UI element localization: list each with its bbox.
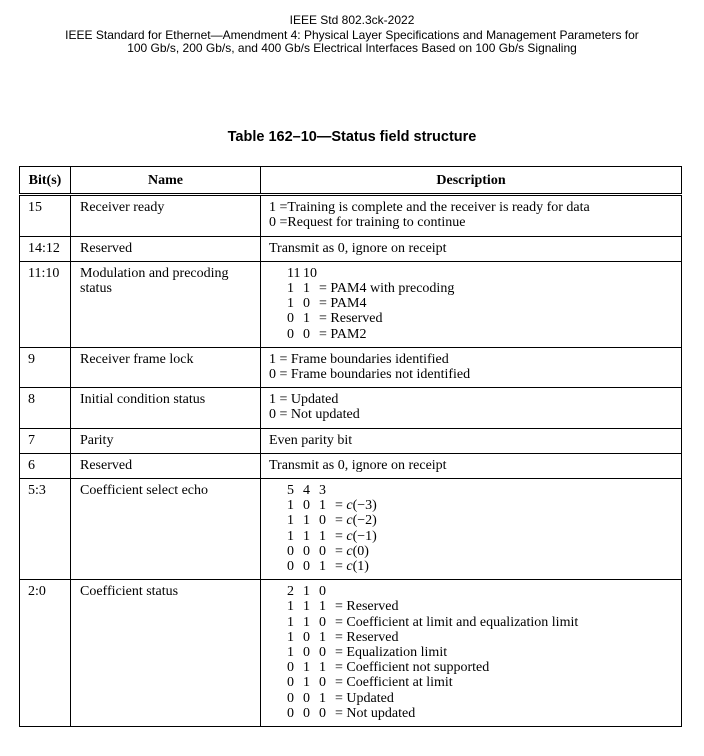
coefficient-symbol: c <box>346 513 353 529</box>
bit-value: 0 <box>303 645 310 661</box>
description-line: 1 = Frame boundaries identified <box>269 351 449 367</box>
bit-encoding-meaning: = c(−2) <box>335 513 377 529</box>
table-header-row <box>20 167 682 195</box>
bit-position-label: 0 <box>319 584 326 600</box>
cell-name: Receiver ready <box>71 195 261 236</box>
bit-encoding-row <box>287 559 675 574</box>
table-row <box>20 236 682 261</box>
bit-value: 0 <box>319 513 326 529</box>
description-line: 0 =Request for training to continue <box>269 215 466 231</box>
description-line: 1 = Updated <box>269 392 339 408</box>
bit-encoding-header <box>287 483 675 498</box>
cell-description <box>261 195 682 236</box>
bit-position-label: 1 <box>303 584 310 600</box>
bit-value: 0 <box>287 311 294 327</box>
bit-value: 0 <box>303 559 310 575</box>
table-caption: Table 162–10—Status field structure <box>227 129 477 145</box>
cell-description <box>261 236 682 261</box>
table-row <box>20 195 682 236</box>
bit-encoding-meaning: = PAM4 with precoding <box>319 281 455 297</box>
bit-position-label: 4 <box>303 483 310 499</box>
bit-value: 0 <box>319 675 326 691</box>
status-field-table <box>19 166 682 727</box>
bit-position-label: 10 <box>303 265 317 281</box>
bit-encoding-row <box>287 281 675 296</box>
bit-value: 0 <box>319 645 326 661</box>
bit-value: 1 <box>287 296 294 312</box>
bit-value: 1 <box>319 660 326 676</box>
bit-encoding-meaning: = c(−1) <box>335 528 377 544</box>
bit-value: 1 <box>303 513 310 529</box>
bit-encoding-meaning: = Reserved <box>335 629 399 645</box>
bit-value: 1 <box>319 690 326 706</box>
column-header-bits: Bit(s) <box>20 167 71 195</box>
cell-description <box>261 428 682 453</box>
bit-value: 0 <box>287 705 294 721</box>
description-line: 0 = Not updated <box>269 407 360 423</box>
bit-encoding-row <box>287 327 675 342</box>
coefficient-symbol: c <box>346 528 353 544</box>
cell-bits: 2:0 <box>20 580 71 727</box>
table-row <box>20 479 682 580</box>
bit-encoding-list <box>269 584 675 721</box>
cell-description <box>261 261 682 347</box>
bit-position-label: 3 <box>319 483 326 499</box>
bit-encoding-header <box>287 584 675 599</box>
cell-name: Reserved <box>71 453 261 478</box>
cell-bits: 6 <box>20 453 71 478</box>
description-line: 1 =Training is complete and the receiver is ready for data <box>269 200 590 216</box>
bit-value: 1 <box>287 614 294 630</box>
bit-encoding-row <box>287 529 675 544</box>
bit-value: 0 <box>303 690 310 706</box>
bit-value: 1 <box>319 528 326 544</box>
bit-encoding-list <box>269 483 675 574</box>
cell-bits: 8 <box>20 388 71 428</box>
bit-value: 0 <box>303 326 310 342</box>
bit-encoding-meaning: = Coefficient at limit <box>335 675 453 691</box>
bit-encoding-row <box>287 615 675 630</box>
bit-value: 1 <box>287 528 294 544</box>
bit-encoding-row <box>287 599 675 614</box>
cell-name: Coefficient select echo <box>71 479 261 580</box>
bit-encoding-row <box>287 296 675 311</box>
standard-number: IEEE Std 802.3ck-2022 <box>289 13 415 27</box>
bit-value: 0 <box>287 543 294 559</box>
bit-value: 1 <box>303 675 310 691</box>
cell-description <box>261 453 682 478</box>
bit-value: 1 <box>287 498 294 514</box>
table-row <box>20 580 682 727</box>
table-row <box>20 388 682 428</box>
cell-bits: 9 <box>20 347 71 387</box>
cell-bits: 15 <box>20 195 71 236</box>
bit-encoding-row <box>287 311 675 326</box>
cell-name: Receiver frame lock <box>71 347 261 387</box>
bit-encoding-row <box>287 691 675 706</box>
bit-encoding-meaning: = Reserved <box>319 311 383 327</box>
bit-value: 1 <box>319 599 326 615</box>
table-row <box>20 261 682 347</box>
bit-position-label: 2 <box>287 584 294 600</box>
standard-title-line-1: IEEE Standard for Ethernet—Amendment 4: Physical Layer Specifications and Management Parameters for <box>65 28 639 42</box>
bit-encoding-meaning: = c(−3) <box>335 498 377 514</box>
bit-encoding-row <box>287 675 675 690</box>
bit-encoding-list <box>269 266 675 342</box>
column-header-name: Name <box>71 167 261 195</box>
bit-value: 0 <box>303 543 310 559</box>
bit-value: 0 <box>303 498 310 514</box>
bit-value: 0 <box>287 326 294 342</box>
bit-encoding-row <box>287 630 675 645</box>
coefficient-symbol: c <box>346 543 353 559</box>
column-header-description: Description <box>261 167 682 195</box>
bit-encoding-meaning: = Coefficient at limit and equalization limit <box>335 614 579 630</box>
bit-value: 0 <box>319 705 326 721</box>
bit-value: 1 <box>303 599 310 615</box>
cell-name: Modulation and precoding status <box>71 261 261 347</box>
bit-value: 0 <box>303 296 310 312</box>
bit-value: 0 <box>287 660 294 676</box>
bit-value: 1 <box>319 498 326 514</box>
bit-value: 1 <box>303 311 310 327</box>
bit-value: 1 <box>303 528 310 544</box>
bit-position-label: 11 <box>287 265 301 281</box>
cell-description <box>261 479 682 580</box>
standard-title-line-2: 100 Gb/s, 200 Gb/s, and 400 Gb/s Electrical Interfaces Based on 100 Gb/s Signaling <box>127 41 577 55</box>
bit-value: 0 <box>287 675 294 691</box>
bit-value: 0 <box>287 690 294 706</box>
table-row <box>20 428 682 453</box>
description-line: Transmit as 0, ignore on receipt <box>269 457 447 473</box>
bit-encoding-meaning: = c(1) <box>335 559 369 575</box>
bit-encoding-header <box>287 266 675 281</box>
table-body <box>20 195 682 727</box>
bit-encoding-row <box>287 513 675 528</box>
description-line: Transmit as 0, ignore on receipt <box>269 240 447 256</box>
bit-value: 1 <box>303 660 310 676</box>
cell-description <box>261 580 682 727</box>
table-row <box>20 347 682 387</box>
cell-name: Initial condition status <box>71 388 261 428</box>
bit-value: 1 <box>287 629 294 645</box>
description-line: Even parity bit <box>269 432 353 448</box>
bit-value: 0 <box>319 543 326 559</box>
bit-value: 1 <box>319 559 326 575</box>
cell-bits: 7 <box>20 428 71 453</box>
bit-encoding-meaning: = Coefficient not supported <box>335 660 490 676</box>
cell-bits: 14:12 <box>20 236 71 261</box>
bit-value: 1 <box>287 513 294 529</box>
cell-name: Parity <box>71 428 261 453</box>
cell-bits: 11:10 <box>20 261 71 347</box>
bit-encoding-meaning: = Equalization limit <box>335 645 448 661</box>
cell-name: Coefficient status <box>71 580 261 727</box>
bit-encoding-row <box>287 706 675 721</box>
bit-encoding-row <box>287 498 675 513</box>
bit-encoding-row <box>287 660 675 675</box>
bit-value: 0 <box>303 705 310 721</box>
bit-value: 0 <box>303 629 310 645</box>
cell-description <box>261 388 682 428</box>
bit-value: 1 <box>287 645 294 661</box>
bit-position-label: 5 <box>287 483 294 499</box>
bit-value: 1 <box>287 281 294 297</box>
bit-value: 1 <box>287 599 294 615</box>
bit-encoding-row <box>287 645 675 660</box>
bit-value: 1 <box>303 281 310 297</box>
cell-name: Reserved <box>71 236 261 261</box>
bit-value: 1 <box>319 629 326 645</box>
description-line: 0 = Frame boundaries not identified <box>269 367 471 383</box>
bit-value: 1 <box>303 614 310 630</box>
coefficient-symbol: c <box>346 498 353 514</box>
cell-bits: 5:3 <box>20 479 71 580</box>
bit-encoding-meaning: = Not updated <box>335 705 416 721</box>
cell-description <box>261 347 682 387</box>
bit-encoding-meaning: = PAM2 <box>319 326 367 342</box>
bit-encoding-meaning: = Reserved <box>335 599 399 615</box>
bit-encoding-meaning: = PAM4 <box>319 296 367 312</box>
table-row <box>20 453 682 478</box>
bit-value: 0 <box>319 614 326 630</box>
coefficient-symbol: c <box>346 559 353 575</box>
bit-encoding-row <box>287 544 675 559</box>
bit-encoding-meaning: = c(0) <box>335 543 369 559</box>
bit-encoding-meaning: = Updated <box>335 690 394 706</box>
bit-value: 0 <box>287 559 294 575</box>
